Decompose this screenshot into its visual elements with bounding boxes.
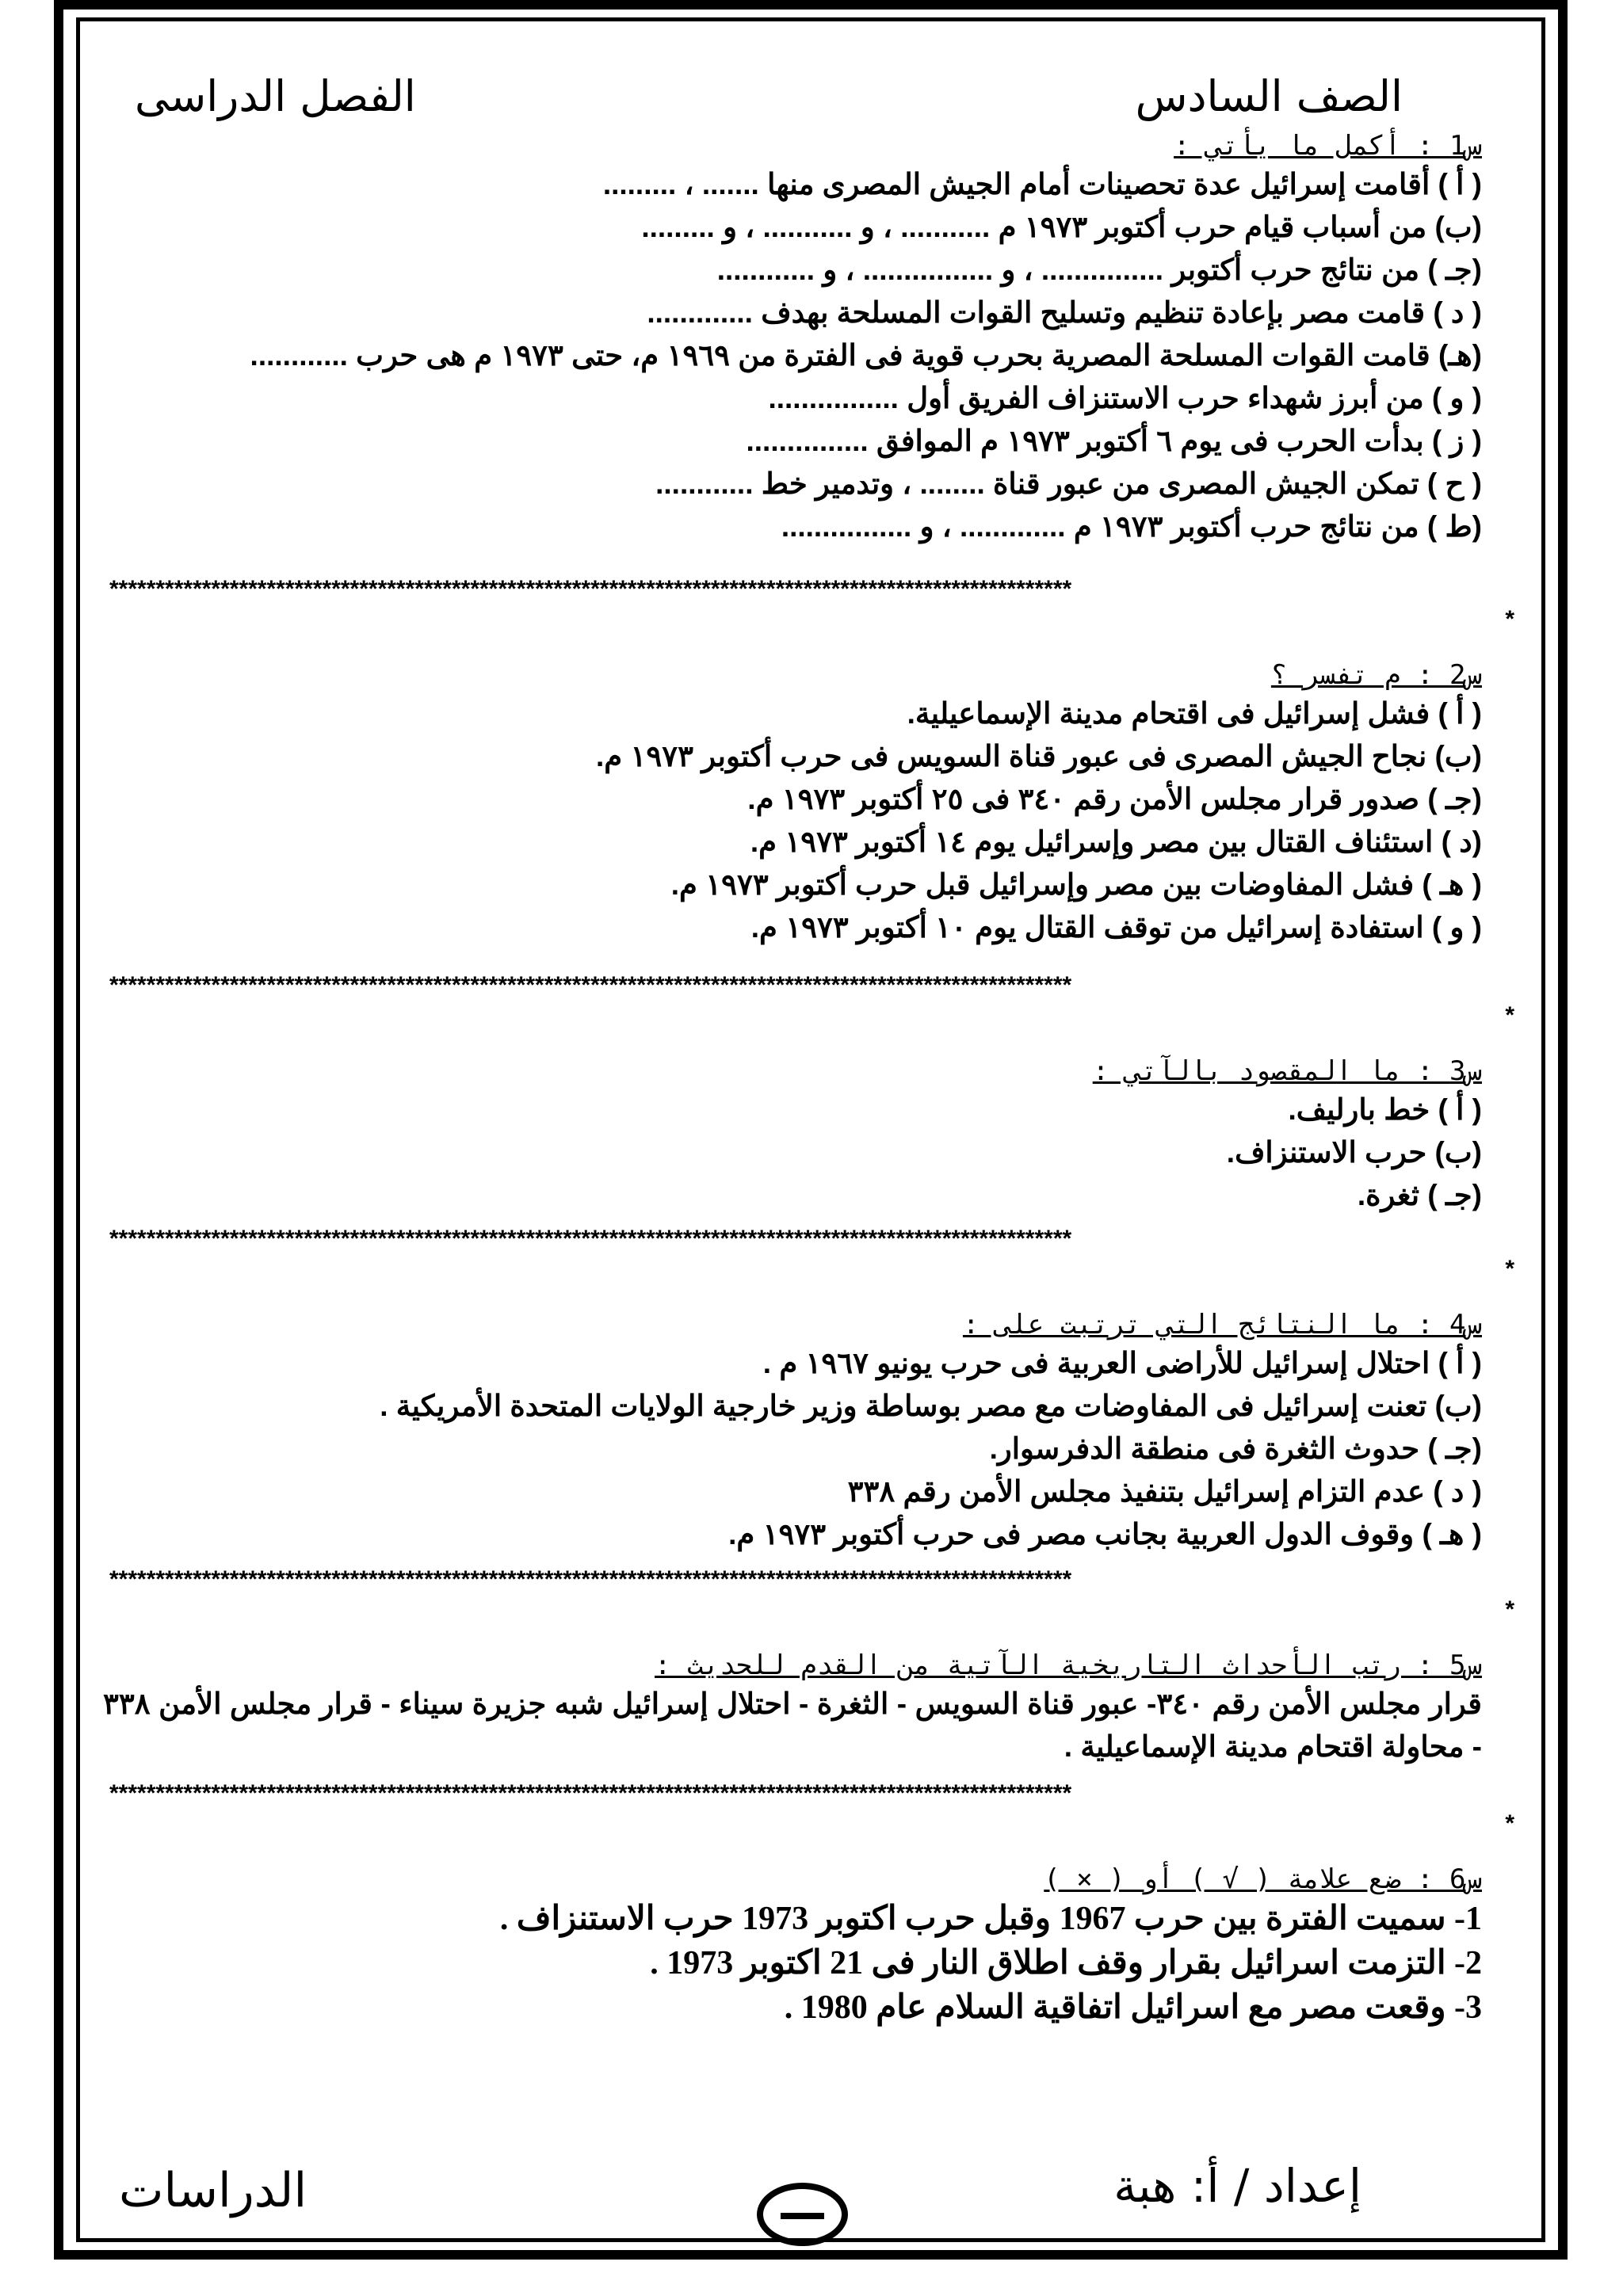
question-1-item: ( أ ) أقامت إسرائيل عدة تحصينات أمام الجيش المصرى منها ....... ، ......... <box>602 168 1482 200</box>
question-1-item: ( و ) من أبرز شهداء حرب الاستنزاف الفريق أول ................ <box>768 382 1482 414</box>
question-1-item: ( د ) قامت مصر بإعادة تنظيم وتسليح القوات المسلحة بهدف ............. <box>647 296 1482 329</box>
question-2-item: (ب) نجاح الجيش المصرى فى عبور قناة السويس فى حرب أكتوبر ١٩٧٣ م. <box>596 740 1482 772</box>
separator-tail: * <box>1505 606 1514 632</box>
question-1 <box>250 128 1482 548</box>
question-2-title: س2 : م تفسر ؟ <box>1270 659 1482 691</box>
question-3-item: (ب) حرب الاستنزاف. <box>1226 1136 1482 1169</box>
question-2-item: ( و ) استفادة إسرائيل من توقف القتال يوم ١٠ أكتوبر ١٩٧٣ م. <box>750 911 1482 944</box>
separator-stars: ******************************************************************************************************** <box>109 1780 1072 1806</box>
question-4 <box>380 1307 1482 1556</box>
question-2 <box>596 658 1482 949</box>
question-6-item: 1- سميت الفترة بين حرب 1967 وقبل حرب اكتوبر 1973 حرب الاستنزاف . <box>499 1901 1482 1937</box>
separator-3 <box>109 1220 1516 1285</box>
separator-2 <box>109 967 1516 1032</box>
separator-stars: ******************************************************************************************************** <box>109 972 1072 998</box>
question-4-item: ( أ ) احتلال إسرائيل للأراضى العربية فى حرب يونيو ١٩٦٧ م . <box>762 1347 1482 1379</box>
logo-icon <box>757 2183 848 2246</box>
question-6-item: 3- وقعت مصر مع اسرائيل اتفاقية السلام عام 1980 . <box>784 1989 1482 2026</box>
separator-stars: ******************************************************************************************************** <box>109 1226 1072 1252</box>
question-5-text: قرار مجلس الأمن رقم ٣٤٠- عبور قناة السويس - الثغرة - احتلال إسرائيل شبه جزيرة سيناء - قرار مجلس الأمن ٣٣٨ - محاولة اقتحام مدينة الإسماعيلية . <box>103 1688 1482 1763</box>
separator-tail: * <box>1505 1256 1514 1282</box>
separator-stars: ******************************************************************************************************** <box>109 576 1072 602</box>
separator-1 <box>109 570 1516 635</box>
question-2-item: (د ) استئناف القتال بين مصر وإسرائيل يوم ١٤ أكتوبر ١٩٧٣ م. <box>750 826 1482 858</box>
question-6-title: س6 : ضع علامة ( √ ) أو ( × ) <box>1044 1863 1482 1895</box>
question-2-item: ( أ ) فشل إسرائيل فى اقتحام مدينة الإسماعيلية. <box>907 697 1482 730</box>
question-6-item: 2- التزمت اسرائيل بقرار وقف اطلاق النار فى 21 اكتوبر 1973 . <box>650 1945 1482 1981</box>
question-1-item: (ب) من أسباب قيام حرب أكتوبر ١٩٧٣ م ........... ، و ........... ، و ......... <box>641 211 1482 243</box>
separator-tail: * <box>1505 1596 1514 1623</box>
separator-5 <box>109 1775 1516 1840</box>
separator-tail: * <box>1505 1810 1514 1836</box>
question-1-item: (جـ ) من نتائج حرب أكتوبر ............... ، و ................ ، و ............ <box>716 254 1482 286</box>
question-3 <box>1093 1054 1482 1217</box>
worksheet <box>103 71 1522 2210</box>
question-3-title: س3 : ما المقصود بالآتي : <box>1092 1055 1482 1087</box>
question-6 <box>500 1862 1482 2030</box>
question-5-title: س5 : رتب الأحداث التاريخية الآتية من القدم للحديث : <box>655 1650 1482 1681</box>
question-1-item: (ط ) من نتائج حرب أكتوبر ١٩٧٣ م ............. ، و ................ <box>781 510 1482 543</box>
question-4-item: ( هـ ) وقوف الدول العربية بجانب مصر فى حرب أكتوبر ١٩٧٣ م. <box>728 1518 1482 1550</box>
question-2-item: ( هـ ) فشل المفاوضات بين مصر وإسرائيل قبل حرب أكتوبر ١٩٧٣ م. <box>670 868 1482 901</box>
question-1-item: (هـ) قامت القوات المسلحة المصرية بحرب قوية فى الفترة من ١٩٦٩ م، حتى ١٩٧٣ م هى حرب ............ <box>250 339 1482 372</box>
question-4-title: س4 : ما النتائج التي ترتبت على : <box>962 1309 1482 1341</box>
question-1-item: ( ح ) تمكن الجيش المصرى من عبور قناة ........ ، وتدمير خط ............ <box>655 467 1482 500</box>
question-3-item: (جـ ) ثغرة. <box>1357 1179 1482 1211</box>
term-label: الفصل الدراسى <box>135 71 416 121</box>
separator-stars: ******************************************************************************************************** <box>109 1566 1072 1592</box>
question-5 <box>103 1648 1482 1768</box>
separator-tail: * <box>1505 1002 1514 1028</box>
question-2-item: (جـ ) صدور قرار مجلس الأمن رقم ٣٤٠ فى ٢٥ أكتوبر ١٩٧٣ م. <box>747 783 1482 815</box>
question-4-item: (ب) تعنت إسرائيل فى المفاوضات مع مصر بوساطة وزير خارجية الولايات المتحدة الأمريكية . <box>380 1390 1482 1422</box>
grade-label: الصف السادس <box>1135 71 1403 121</box>
question-4-item: (جـ ) حدوث الثغرة فى منطقة الدفرسوار. <box>989 1432 1482 1465</box>
question-3-item: ( أ ) خط بارليف. <box>1288 1093 1482 1126</box>
question-1-item: ( ز ) بدأت الحرب فى يوم ٦ أكتوبر ١٩٧٣ م الموافق ............... <box>746 425 1482 457</box>
footer-author: إعداد / أ: هبة <box>1113 2159 1361 2213</box>
separator-4 <box>109 1561 1516 1626</box>
question-1-title: س1 : أكمل ما يأتي : <box>1174 130 1482 162</box>
footer-subject: الدراسات <box>119 2163 307 2218</box>
question-4-item: ( د ) عدم التزام إسرائيل بتنفيذ مجلس الأمن رقم ٣٣٨ <box>847 1475 1482 1508</box>
